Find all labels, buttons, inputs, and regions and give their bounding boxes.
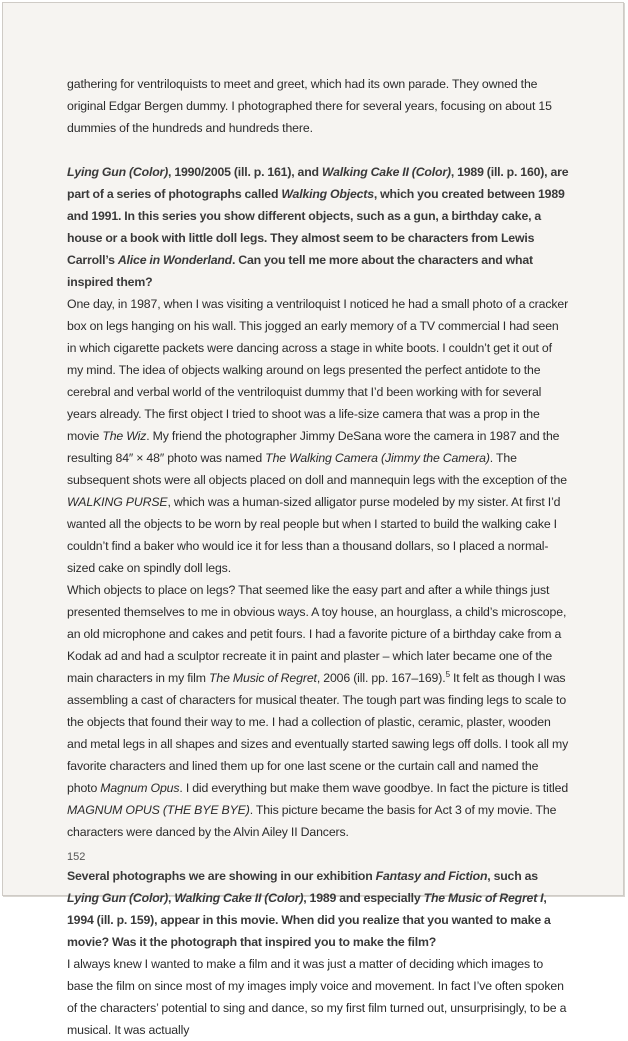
italic-title: Alice in Wonderland xyxy=(117,253,233,267)
italic-title: WALKING PURSE xyxy=(67,495,168,509)
footnote-marker: 5 xyxy=(445,669,450,679)
answer-paragraph xyxy=(67,293,571,579)
italic-title: Fantasy and Fiction xyxy=(375,869,488,883)
text-span: , which you created between 1989 and 1991. In this series you show different objects, such as a gun, a birthday cake, a house or a book with little doll legs. They almost seem to be characters from Lewis Carroll’s xyxy=(67,187,565,267)
text-span: . Can you tell me more about the characters and what inspired them? xyxy=(67,253,533,289)
text-span: , xyxy=(168,891,175,905)
text-span: , 1989 and especially xyxy=(303,891,424,905)
text-span: One day, in 1987, when I was visiting a ventriloquist I noticed he had a small photo of a cracker box on legs hanging on his wall. This jogged an early memory of a TV commercial I had seen in which cigarette packets were dancing across a stage in white boots. I couldn’t get it out of my mind. The idea of objects walking around on legs presented the perfect antidote to the cerebral and verbal world of the ventriloquist dummy that I’d been working with for several years already. The first object I tried to shoot was a life-size camera that was a prop in the movie xyxy=(67,297,569,443)
answer-paragraph xyxy=(67,73,571,139)
italic-title: MAGNUM OPUS (THE BYE BYE) xyxy=(67,803,250,817)
answer-paragraph xyxy=(67,579,571,843)
italic-title: Lying Gun (Color) xyxy=(67,891,169,905)
page-body xyxy=(67,73,571,1041)
italic-title: The Music of Regret xyxy=(209,671,317,685)
answer-paragraph xyxy=(67,953,571,1041)
text-span: Several photographs we are showing in our exhibition xyxy=(67,869,376,883)
question-paragraph xyxy=(67,161,571,293)
text-span: It felt as though I was assembling a cast of characters for musical theater. The tough part was finding legs to scale to the objects that found their way to me. I had a collection of plastic, ceramic, plaster, wooden and metal legs in all shapes and sizes and eventually started sawing legs off dolls. I took all my favorite characters and lined them up for one last scene or the curtain call and named the photo xyxy=(67,671,569,795)
paragraph-gap xyxy=(67,843,571,865)
italic-title: Walking Cake II (Color) xyxy=(174,891,304,905)
text-span: , 1989 (ill. p. 160), are part of a series of photographs called xyxy=(67,165,569,201)
text-span: , 2006 (ill. pp. 167–169). xyxy=(316,671,446,685)
text-span: , such as xyxy=(487,869,538,883)
italic-title: Walking Cake II (Color) xyxy=(321,165,451,179)
text-span: gathering for ventriloquists to meet and greet, which had its own parade. They owned the original Edgar Bergen dummy. I photographed there for several years, focusing on about 15 dummies of the hundreds and hundreds there. xyxy=(67,77,552,135)
italic-title: The Wiz xyxy=(102,429,147,443)
text-span: . My friend the photographer Jimmy DeSana wore the camera in 1987 and the resulting 84″ × 48″ photo was named xyxy=(67,429,560,465)
paragraph-gap xyxy=(67,139,571,161)
italic-title: Walking Objects xyxy=(281,187,374,201)
italic-title: The Music of Regret I xyxy=(423,891,544,905)
text-span: . This picture became the basis for Act 3 of my movie. The characters were danced by the Alvin Ailey II Dancers. xyxy=(67,803,557,839)
text-span: I always knew I wanted to make a film and it was just a matter of deciding which images to base the film on since most of my images imply voice and movement. In fact I’ve often spoken of the characters’ potential to sing and dance, so my first film turned out, unsurprisingly, to be a musical. It was actually xyxy=(67,957,567,1037)
text-span: , which was a human-sized alligator purse modeled by my sister. At first I’d wanted all the objects to be worn by real people but when I started to build the walking cake I couldn’t find a baker who would ice it for less than a thousand dollars, so I placed a normal-sized cake on spindly doll legs. xyxy=(67,495,561,575)
italic-title: The Walking Camera (Jimmy the Camera) xyxy=(265,451,490,465)
text-span: . I did everything but make them wave goodbye. In fact the picture is titled xyxy=(179,781,569,795)
text-span: Which objects to place on legs? That seemed like the easy part and after a while things just presented themselves to me in obvious ways. A toy house, an hourglass, a child’s microscope, an old microphone and cakes and petit fours. I had a favorite picture of a birthday cake from a Kodak ad and had a sculptor recreate it in paint and plaster – which later became one of the main characters in my film xyxy=(67,583,567,685)
book-page xyxy=(2,2,624,1037)
page-number: 152 xyxy=(67,851,86,863)
question-paragraph xyxy=(67,865,571,953)
text-span: , 1994 (ill. p. 159), appear in this movie. When did you realize that you wanted to make a movie? Was it the photograph that inspired you to make the film? xyxy=(67,891,551,949)
text-span: , 1990/2005 (ill. p. 161), and xyxy=(168,165,322,179)
italic-title: Lying Gun (Color) xyxy=(67,165,169,179)
italic-title: Magnum Opus xyxy=(100,781,180,795)
text-span: . The subsequent shots were all objects placed on doll and mannequin legs with the exception of the xyxy=(67,451,567,487)
